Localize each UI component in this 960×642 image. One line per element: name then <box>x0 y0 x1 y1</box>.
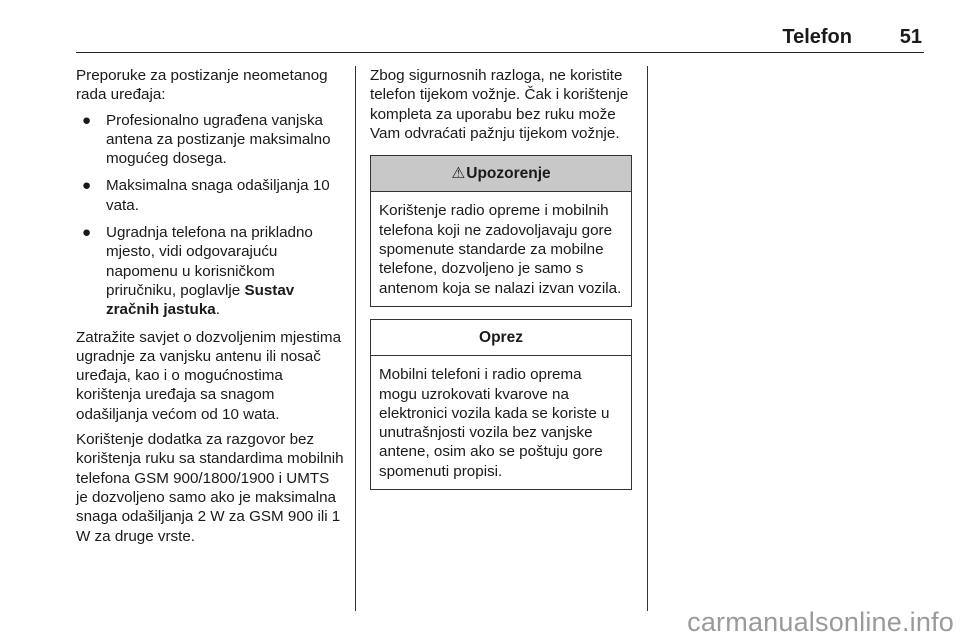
page-title: Telefon <box>782 26 852 48</box>
page-number: 51 <box>899 26 922 48</box>
column-divider <box>355 66 356 611</box>
page-header <box>76 24 924 53</box>
warning-title: Upozorenje <box>466 165 551 183</box>
list-item: ● Maksimalna snaga odašiljanja 10 vata. <box>82 177 330 214</box>
right-column <box>370 66 632 490</box>
list-item: ● Profesionalno ugrađena vanjska antena za postizanje maksimalno mogućeg dosega. <box>82 111 331 168</box>
handsfree-paragraph: Korištenje dodatka za razgovor bez korištenja ruku sa standardima mobilnih telefona GSM 900/1800/1900 i UMTS je dozvoljeno samo ako je maksimalna snaga odašiljanja 2 W za GSM 900 ili 1 W za druge vrste. <box>76 431 344 545</box>
left-column <box>76 66 344 552</box>
list-item: ● Ugradnja telefona na prikladno mjesto, vidi odgovarajuću napomenu u korisničkom priručniku, poglavlje Sustav zračnih jastuka. <box>82 224 313 319</box>
recommendation-list <box>76 111 344 320</box>
column-divider <box>647 66 648 611</box>
caution-body: Mobilni telefoni i radio oprema mogu uzrokovati kvarove na elektronici vozila kada se koriste u unutrašnjosti vozila bez vanjske antene, osim ako se poštuju gore spomenuti propisi. <box>379 366 610 480</box>
bullet-icon: ● <box>82 177 92 195</box>
warning-icon: ⚠ <box>451 165 466 183</box>
intro-paragraph: Preporuke za postizanje neometanog rada uređaja: <box>76 67 328 104</box>
warning-body: Korištenje radio opreme i mobilnih telefona koji ne zadovoljavaju gore spomenute standarde za mobilne telefone, dozvoljeno je samo s antenom koja se nalazi izvan vozila. <box>379 202 622 297</box>
antenna-advice-paragraph: Zatražite savjet o dozvoljenim mjestima ugradnje za vanjsku antenu ili nosač uređaja, kao i o mogućnostima korištenja uređaja sa snagom odašiljanja većom od 10 wata. <box>76 328 342 423</box>
watermark: carmanualsonline.info <box>687 607 954 637</box>
caution-box <box>370 319 632 490</box>
warning-header <box>371 156 631 192</box>
warning-box <box>370 155 632 307</box>
safety-paragraph: Zbog sigurnosnih razloga, ne koristite telefon tijekom vožnje. Čak i korištenje kompleta za uporabu bez ruku može Vam odvraćati pažnju tijekom vožnje. <box>370 67 629 142</box>
bullet-icon: ● <box>82 111 92 129</box>
caution-title: Oprez <box>371 320 631 356</box>
bullet-icon: ● <box>82 224 92 242</box>
airbag-chapter-reference: Sustav zračnih jastuka <box>106 281 295 319</box>
